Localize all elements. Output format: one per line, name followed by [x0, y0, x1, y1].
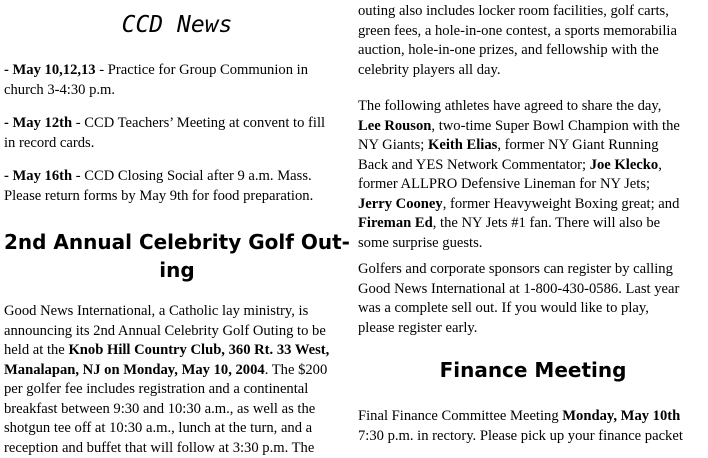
text-line: some surprise guests. [358, 234, 680, 254]
text-run: NY Giants; [358, 137, 428, 153]
text-line [358, 117, 680, 137]
ccd-item-text: - CCD Teachers’ Meeting at convent to fill [72, 115, 325, 131]
text-line: green fees, a hole-in-one contest, a sports memorabilia [358, 22, 677, 42]
ccd-item-date: - May 16th [4, 168, 72, 184]
text-line: breakfast between 9:30 and 10:30 a.m., as well as the [4, 400, 329, 420]
meeting-date: Monday, May 10th [562, 408, 680, 424]
athlete-name: Lee Rouson [358, 118, 431, 134]
text-line: 7:30 p.m. in rectory. Please pick up your finance packet [358, 427, 683, 447]
text-line [4, 341, 329, 361]
text-run: , [658, 157, 662, 173]
venue-text: Knob Hill Country Club, 360 Rt. 33 West, [68, 342, 329, 358]
text-line: per golfer fee includes registration and a continental [4, 380, 329, 400]
text-line [4, 361, 329, 381]
ccd-item-text: - Practice for Group Communion in [96, 62, 308, 78]
ccd-item-may-10-12-13 [4, 61, 308, 100]
text-run: Final Finance Committee Meeting [358, 408, 562, 424]
golf-paragraph-register [358, 260, 679, 338]
golf-heading-line: 2nd Annual Celebrity Golf Out- [4, 228, 350, 256]
athlete-name: Keith Elias [428, 137, 497, 153]
ccd-item-may-16th [4, 167, 313, 206]
ccd-item-text: - CCD Closing Social after 9 a.m. Mass. [72, 168, 312, 184]
text-line: shotgun tee off at 10:30 a.m., lunch at the turn, and a [4, 419, 329, 439]
ccd-item-date: - May 12th [4, 115, 72, 131]
text-line [358, 195, 680, 215]
text-run: , former NY Giant Running [497, 137, 658, 153]
text-run: held at the [4, 342, 68, 358]
text-line [358, 407, 683, 427]
text-line: Golfers and corporate sponsors can register by calling [358, 260, 679, 280]
text-line: was a complete sell out. If you would like to play, [358, 299, 679, 319]
text-run: , the NY Jets #1 fan. There will also be [433, 215, 660, 231]
golf-paragraph-1-continued [358, 2, 677, 80]
text-line [358, 156, 680, 176]
ccd-item-may-12th [4, 114, 325, 153]
text-line [358, 136, 680, 156]
text-line: please register early. [358, 319, 679, 339]
text-line: Good News International, a Catholic lay ministry, is [4, 302, 329, 322]
text-line: celebrity players all day. [358, 61, 677, 81]
golf-outing-heading [4, 228, 350, 284]
golf-paragraph-athletes [358, 97, 680, 253]
text-run: , former Heavyweight Boxing great; and [443, 196, 680, 212]
text-line [358, 214, 680, 234]
text-line: outing also includes locker room facilities, golf carts, [358, 2, 677, 22]
golf-heading-line: ing [4, 256, 350, 284]
finance-meeting-heading: Finance Meeting [358, 356, 708, 384]
ccd-item-text: in record cards. [4, 134, 325, 154]
text-run: , two-time Super Bowl Champion with the [431, 118, 679, 134]
text-line: The following athletes have agreed to share the day, [358, 97, 680, 117]
ccd-item-text: church 3-4:30 p.m. [4, 81, 308, 101]
text-line: reception and buffet that will follow at 3:30 p.m. The [4, 439, 329, 458]
text-line: former ALLPRO Defensive Lineman for NY Jets; [358, 175, 680, 195]
athlete-name: Joe Klecko [590, 157, 659, 173]
ccd-item-text: Please return forms by May 9th for food preparation. [4, 187, 313, 207]
text-run: . The $200 [265, 362, 328, 378]
finance-paragraph [358, 407, 683, 446]
athlete-name: Fireman Ed [358, 215, 433, 231]
ccd-news-heading: CCD News [4, 10, 350, 40]
text-line: Good News International at 1-800-430-0586. Last year [358, 280, 679, 300]
text-run: Back and YES Network Commentator; [358, 157, 590, 173]
text-line: announcing its 2nd Annual Celebrity Golf Outing to be [4, 322, 329, 342]
venue-date-text: Manalapan, NJ on Monday, May 10, 2004 [4, 362, 265, 378]
text-line: auction, hole-in-one prizes, and fellowship with the [358, 41, 677, 61]
athlete-name: Jerry Cooney [358, 196, 443, 212]
ccd-item-date: - May 10,12,13 [4, 62, 96, 78]
golf-paragraph-1 [4, 302, 329, 458]
